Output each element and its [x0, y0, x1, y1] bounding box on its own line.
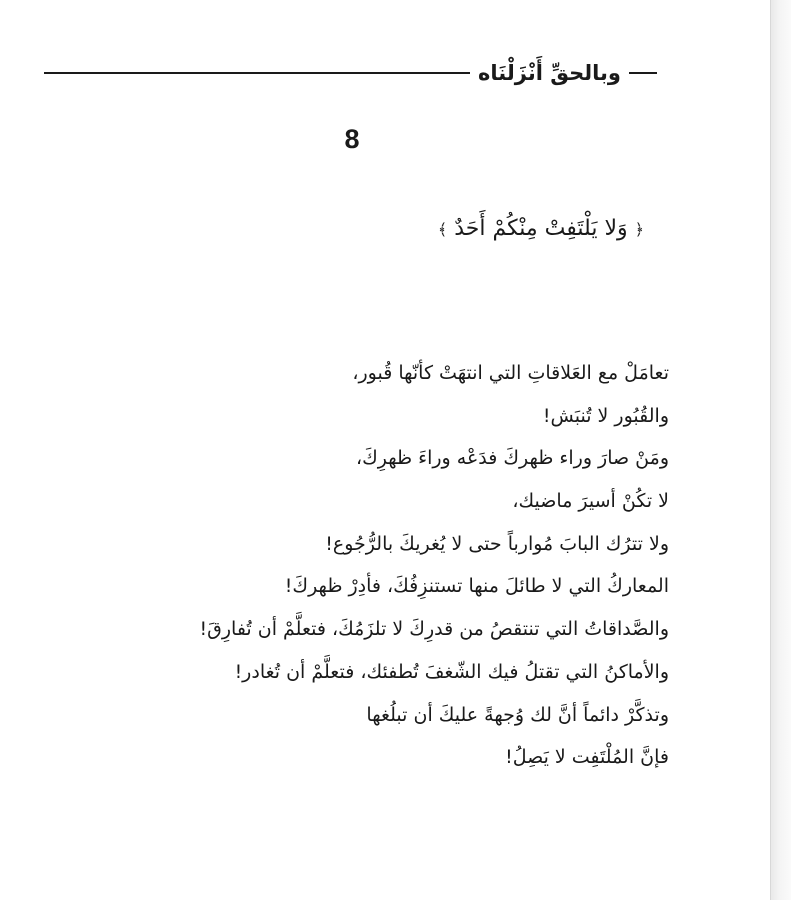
poem-line: والصَّداقاتُ التي تنتقصُ من قدرِكَ لا تلزَمُكَ، فتعلَّمْ أن تُفارِقَ! [199, 618, 669, 641]
verse-text: وَلا يَلْتَفِتْ مِنْكُمْ أَحَدٌ [454, 216, 628, 241]
poem-line: ولا تترُك البابَ مُوارباً حتى لا يُغريكَ بالرُّجُوع! [325, 532, 669, 555]
poem-line: وتذكَّرْ دائماً أنَّ لك وُجهةً عليكَ أن تبلُغها [366, 703, 669, 726]
poem-line: لا تكُنْ أسيرَ ماضيك، [512, 490, 669, 513]
page-edge-shadow [770, 0, 791, 900]
poem-line: والقُبُور لا تُنبَش! [542, 404, 669, 427]
header-dash [629, 72, 657, 74]
running-header-title: وبالحقِّ أَنْزَلْنَاه [478, 61, 621, 85]
poem-text [69, 352, 669, 779]
header-rule [44, 72, 470, 74]
poem-line: فإنَّ المُلْتَفِت لا يَصِلُ! [505, 746, 669, 769]
chapter-number: 8 [344, 124, 360, 154]
verse-close-bracket: ﴾ [437, 220, 448, 239]
poem-line: ومَنْ صارَ وراء ظهركَ فدَعْه وراءَ ظهرِكَ، [355, 447, 669, 470]
poem-line: والأماكنُ التي تقتلُ فيك الشّغفَ تُطفئك، فتعلَّمْ أن تُغادر! [234, 660, 669, 683]
quran-verse [438, 216, 644, 241]
verse-open-bracket: ﴿ [634, 220, 644, 239]
poem-line: المعاركُ التي لا طائلَ منها تستنزِفُكَ، فأدِرْ ظهركَ! [284, 575, 669, 598]
poem-line: تعامَلْ مع العَلاقاتِ التي انتهَتْ كأنّها قُبور، [352, 362, 669, 384]
running-header [44, 58, 657, 88]
